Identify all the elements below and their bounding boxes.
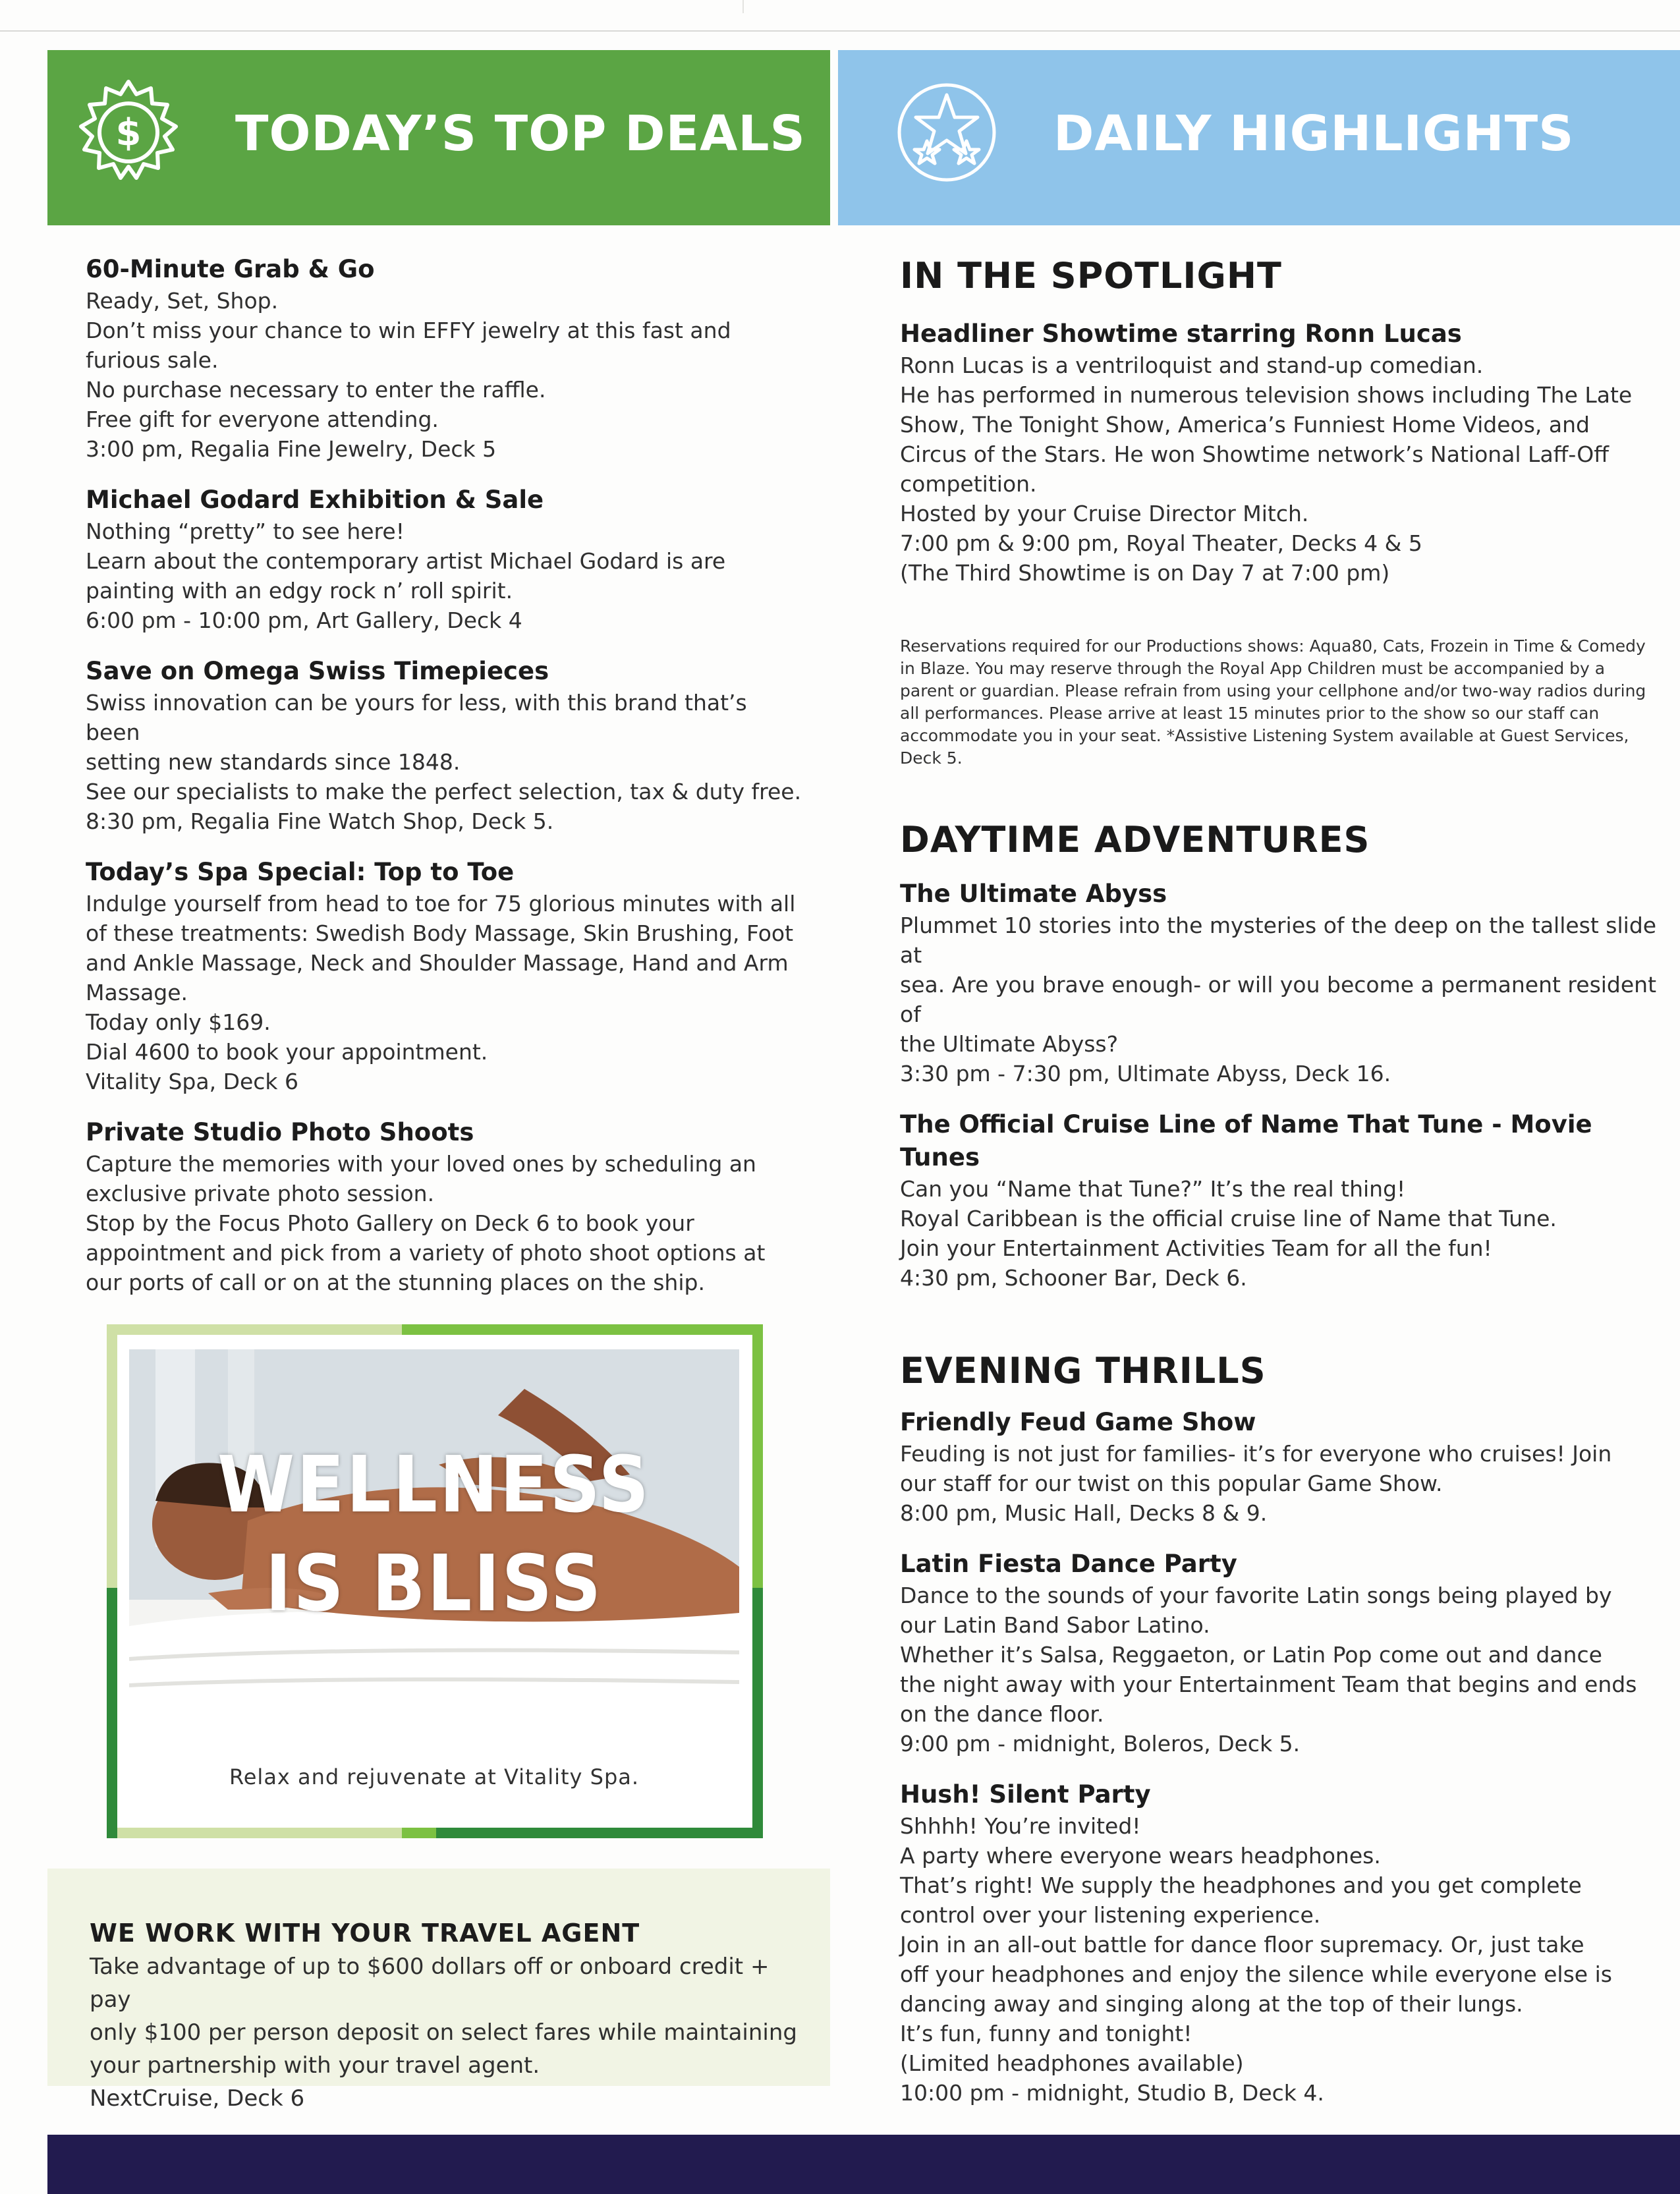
deal-line: 3:00 pm, Regalia Fine Jewelry, Deck 5 — [86, 436, 497, 462]
spotlight-line: Show, The Tonight Show, America’s Funniest Home Videos, and — [900, 412, 1590, 437]
evening-line: our staff for our twist on this popular Game Show. — [900, 1471, 1443, 1496]
deal-title: Private Studio Photo Shoots — [86, 1118, 474, 1146]
evening-item — [900, 1406, 1658, 1528]
evening-item — [900, 1548, 1658, 1758]
evening-title: Hush! Silent Party — [900, 1780, 1151, 1809]
spotlight-line: competition. — [900, 471, 1037, 497]
deal-item — [86, 253, 804, 464]
evening-line: on the dance floor. — [900, 1701, 1104, 1727]
wellness-overlay-line1: WELLNESS — [217, 1439, 651, 1530]
travel-agent-box — [47, 1869, 830, 2112]
daytime-heading: DAYTIME ADVENTURES — [900, 819, 1370, 860]
top-tick — [742, 0, 744, 13]
evening-line: Shhhh! You’re invited! — [900, 1813, 1141, 1839]
deals-column — [86, 253, 804, 1317]
deal-item — [86, 1116, 804, 1297]
deal-line: Ready, Set, Shop. — [86, 288, 279, 314]
deal-line: painting with an edgy rock n’ roll spirit. — [86, 578, 513, 604]
evening-title: Latin Fiesta Dance Party — [900, 1550, 1237, 1578]
daytime-line: Plummet 10 stories into the mysteries of the deep on the tallest slide at — [900, 913, 1657, 968]
spotlight-item — [900, 318, 1658, 588]
deal-line: Don’t miss your chance to win EFFY jewelry at this fast and — [86, 318, 731, 343]
spotlight-line: (The Third Showtime is on Day 7 at 7:00 pm) — [900, 560, 1390, 586]
daytime-line: 4:30 pm, Schooner Bar, Deck 6. — [900, 1265, 1247, 1291]
top-rule — [0, 30, 1680, 32]
deal-line: Stop by the Focus Photo Gallery on Deck 6 to book your — [86, 1210, 694, 1236]
deal-line: Vitality Spa, Deck 6 — [86, 1069, 299, 1094]
frame-accent — [436, 1828, 763, 1838]
daytime-title: The Official Cruise Line of Name That Tune - Movie Tunes — [900, 1110, 1592, 1171]
deal-line: Dial 4600 to book your appointment. — [86, 1039, 488, 1065]
daytime-line: Can you “Name that Tune?” It’s the real thing! — [900, 1176, 1406, 1202]
evening-line: Join in an all-out battle for dance floor supremacy. Or, just take — [900, 1932, 1584, 1957]
deal-line: setting new standards since 1848. — [86, 749, 461, 775]
deal-title: Save on Omega Swiss Timepieces — [86, 657, 549, 685]
travel-agent-line: your partnership with your travel agent. — [90, 2052, 540, 2079]
daytime-item — [900, 878, 1658, 1088]
top-deals-header — [47, 50, 830, 225]
wellness-overlay-line2: IS BLISS — [265, 1538, 603, 1629]
fine-print-line: Reservations required for our Productions shows: Aqua80, Cats, Frozein in Time & Comedy — [900, 636, 1646, 656]
deal-line: 6:00 pm - 10:00 pm, Art Gallery, Deck 4 — [86, 607, 522, 633]
stars-badge-icon — [891, 76, 1003, 188]
deal-title: 60-Minute Grab & Go — [86, 255, 375, 283]
evening-line: 9:00 pm - midnight, Boleros, Deck 5. — [900, 1731, 1301, 1757]
deal-line: exclusive private photo session. — [86, 1181, 435, 1206]
evening-line: off your headphones and enjoy the silence while everyone else is — [900, 1961, 1612, 1987]
spotlight-heading: IN THE SPOTLIGHT — [900, 255, 1282, 296]
evening-item — [900, 1778, 1658, 2108]
deal-line: our ports of call or on at the stunning places on the ship. — [86, 1270, 705, 1295]
daytime-line: the Ultimate Abyss? — [900, 1031, 1119, 1057]
fine-print-line: accommodate you in your seat. *Assistive Listening System available at Guest Services, — [900, 726, 1629, 745]
fine-print-line: in Blaze. You may reserve through the Royal App Children must be accompanied by a — [900, 659, 1606, 678]
highlights-column — [900, 253, 1658, 2127]
travel-agent-line: only $100 per person deposit on select fares while maintaining — [90, 2019, 798, 2046]
wellness-overlay — [129, 1435, 739, 1633]
deal-title: Today’s Spa Special: Top to Toe — [86, 858, 515, 886]
travel-agent-line: Take advantage of up to $600 dollars off or onboard credit + pay — [90, 1954, 770, 2013]
spotlight-line: Ronn Lucas is a ventriloquist and stand-up comedian. — [900, 352, 1484, 378]
spotlight-line: He has performed in numerous television shows including The Late — [900, 382, 1633, 408]
svg-text:$: $ — [115, 111, 142, 154]
evening-line: Dance to the sounds of your favorite Latin songs being played by — [900, 1583, 1612, 1608]
evening-line: It’s fun, funny and tonight! — [900, 2021, 1192, 2046]
deal-line: Indulge yourself from head to toe for 75 glorious minutes with all — [86, 891, 796, 916]
evening-line: dancing away and singing along at the top of their lungs. — [900, 1991, 1523, 2017]
daytime-line: Royal Caribbean is the official cruise line of Name that Tune. — [900, 1206, 1557, 1231]
spotlight-title: Headliner Showtime starring Ronn Lucas — [900, 320, 1462, 348]
deal-line: Today only $169. — [86, 1009, 271, 1035]
evening-line: our Latin Band Sabor Latino. — [900, 1612, 1210, 1638]
deal-title: Michael Godard Exhibition & Sale — [86, 486, 544, 514]
deal-item — [86, 856, 804, 1096]
reservation-fine-print — [900, 635, 1658, 770]
spotlight-line: Circus of the Stars. He won Showtime network’s National Laff-Off — [900, 441, 1609, 467]
fine-print-line: parent or guardian. Please refrain from using your cellphone and/or two-way radios during — [900, 681, 1646, 700]
deal-item — [86, 484, 804, 635]
deal-line: Learn about the contemporary artist Michael Godard is are — [86, 548, 726, 574]
deal-line: of these treatments: Swedish Body Massage, Skin Brushing, Foot — [86, 920, 794, 946]
evening-line: control over your listening experience. — [900, 1902, 1321, 1928]
spotlight-line: 7:00 pm & 9:00 pm, Royal Theater, Decks 4 & 5 — [900, 530, 1422, 556]
deal-line: Swiss innovation can be yours for less, with this brand that’s been — [86, 690, 747, 745]
fine-print-line: all performances. Please arrive at least 15 minutes prior to the show so our staff can — [900, 704, 1600, 723]
daily-highlights-header — [838, 50, 1680, 225]
spotlight-line: Hosted by your Cruise Director Mitch. — [900, 501, 1309, 526]
travel-agent-title: WE WORK WITH YOUR TRAVEL AGENT — [90, 1919, 640, 1948]
deal-line: furious sale. — [86, 347, 219, 373]
deal-line: and Ankle Massage, Neck and Shoulder Massage, Hand and Arm — [86, 950, 789, 976]
deal-line: appointment and pick from a variety of photo shoot options at — [86, 1240, 766, 1266]
deal-line: See our specialists to make the perfect selection, tax & duty free. — [86, 779, 802, 804]
deal-line: Massage. — [86, 980, 188, 1005]
evening-line: That’s right! We supply the headphones and you get complete — [900, 1872, 1582, 1898]
deal-item — [86, 655, 804, 836]
frame-accent — [107, 1588, 117, 1838]
daytime-line: 3:30 pm - 7:30 pm, Ultimate Abyss, Deck 16. — [900, 1061, 1391, 1086]
deal-line: Nothing “pretty” to see here! — [86, 519, 405, 544]
evening-line: Whether it’s Salsa, Reggaeton, or Latin Pop come out and dance — [900, 1642, 1602, 1668]
travel-agent-line: NextCruise, Deck 6 — [90, 2085, 305, 2112]
daytime-item — [900, 1108, 1658, 1293]
dollar-badge-icon — [72, 76, 184, 188]
evening-title: Friendly Feud Game Show — [900, 1408, 1256, 1436]
evening-line: 10:00 pm - midnight, Studio B, Deck 4. — [900, 2080, 1324, 2106]
footer-band — [47, 2135, 1680, 2194]
spa-massage-photo — [129, 1349, 739, 1735]
evening-line: A party where everyone wears headphones. — [900, 1843, 1381, 1869]
daytime-line: sea. Are you brave enough- or will you become a permanent resident of — [900, 972, 1657, 1027]
evening-line: (Limited headphones available) — [900, 2050, 1244, 2076]
daytime-line: Join your Entertainment Activities Team for all the fun! — [900, 1235, 1492, 1261]
daily-highlights-title: DAILY HIGHLIGHTS — [1053, 105, 1575, 162]
deal-line: Free gift for everyone attending. — [86, 407, 439, 432]
deal-line: No purchase necessary to enter the raffle. — [86, 377, 546, 403]
daytime-title: The Ultimate Abyss — [900, 880, 1167, 908]
photo-caption: Relax and rejuvenate at Vitality Spa. — [229, 1764, 640, 1789]
evening-heading: EVENING THRILLS — [900, 1350, 1266, 1392]
deal-line: 8:30 pm, Regalia Fine Watch Shop, Deck 5. — [86, 808, 554, 834]
fine-print-line: Deck 5. — [900, 748, 963, 768]
frame-accent — [752, 1588, 763, 1838]
evening-line: Feuding is not just for families- it’s for everyone who cruises! Join — [900, 1441, 1612, 1467]
deal-line: Capture the memories with your loved ones by scheduling an — [86, 1151, 756, 1177]
evening-line: the night away with your Entertainment Team that begins and ends — [900, 1672, 1637, 1697]
top-deals-title: TODAY’S TOP DEALS — [235, 105, 806, 162]
evening-line: 8:00 pm, Music Hall, Decks 8 & 9. — [900, 1500, 1268, 1526]
